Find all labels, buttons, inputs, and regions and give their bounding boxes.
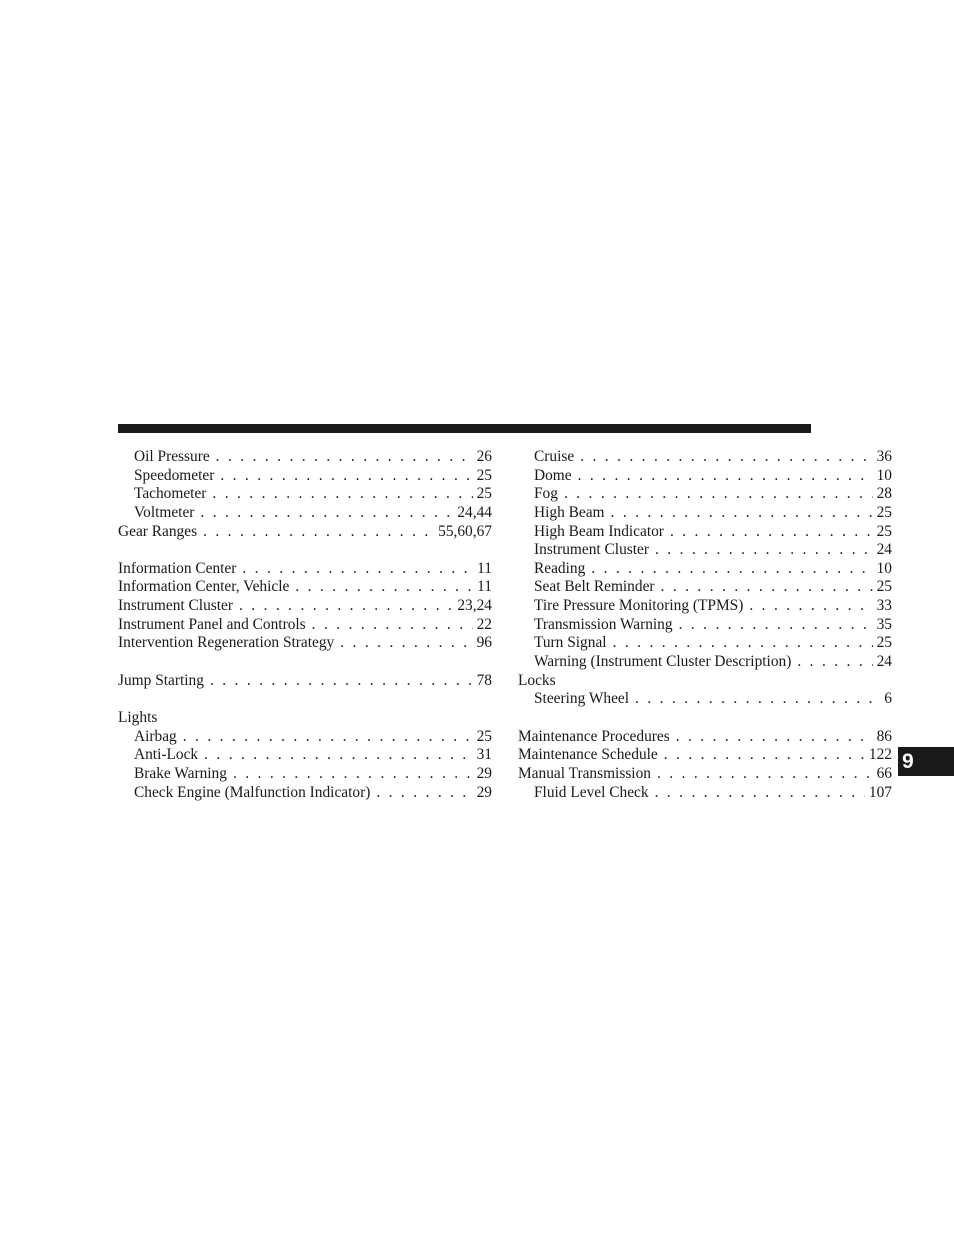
index-column-right [518, 448, 892, 802]
dot-leader [670, 523, 873, 542]
entry-page-number: 11 [477, 578, 492, 596]
dot-leader [203, 523, 434, 542]
entry-page-number: 86 [876, 727, 892, 745]
entry-label: Fluid Level Check [534, 783, 649, 801]
dot-leader [200, 504, 453, 523]
entry-label: Check Engine (Malfunction Indicator) [134, 783, 371, 801]
spacer [118, 541, 492, 560]
index-entry [518, 467, 892, 486]
dot-leader [376, 784, 472, 803]
index-entry [118, 448, 492, 467]
index-entry [118, 560, 492, 579]
entry-page-number: 78 [476, 671, 492, 689]
entry-page-number: 26 [476, 448, 492, 465]
index-entry [118, 523, 492, 542]
index-heading [518, 672, 892, 691]
spacer [118, 690, 492, 709]
entry-label: Warning (Instrument Cluster Description) [534, 653, 792, 671]
entry-label: Maintenance Schedule [518, 746, 658, 764]
entry-page-number: 25 [876, 522, 892, 540]
index-entry [518, 616, 892, 635]
entry-page-number: 29 [476, 783, 492, 801]
index-entry [518, 597, 892, 616]
entry-label: Instrument Cluster [534, 541, 649, 559]
entry-page-number: 33 [876, 597, 892, 615]
dot-leader [210, 672, 473, 691]
entry-label: Gear Ranges [118, 522, 198, 540]
entry-label: Brake Warning [134, 764, 227, 782]
dot-leader [239, 597, 453, 616]
entry-page-number: 28 [876, 485, 892, 503]
dot-leader [220, 467, 472, 486]
entry-label: Reading [534, 559, 586, 577]
entry-label: Instrument Panel and Controls [118, 615, 306, 633]
index-entry [518, 784, 892, 803]
index-entry [118, 597, 492, 616]
dot-leader [580, 448, 872, 467]
index-entry [518, 765, 892, 784]
entry-page-number: 25 [476, 466, 492, 484]
dot-leader [183, 728, 473, 747]
index-entry [518, 653, 892, 672]
dot-leader [679, 616, 873, 635]
dot-leader [233, 765, 473, 784]
entry-label: Fog [534, 485, 558, 503]
entry-page-number: 11 [477, 559, 492, 577]
dot-leader [216, 448, 473, 467]
dot-leader [212, 485, 472, 504]
entry-page-number: 25 [876, 634, 892, 652]
index-entry [518, 578, 892, 597]
entry-label: Steering Wheel [534, 690, 630, 708]
entry-label: High Beam [534, 503, 605, 521]
entry-page-number: 24,44 [457, 503, 492, 521]
entry-page-number: 96 [476, 634, 492, 652]
entry-label: Intervention Regeneration Strategy [118, 634, 335, 652]
dot-leader [797, 653, 872, 672]
entry-page-number: 66 [876, 764, 892, 782]
entry-label: Turn Signal [534, 634, 607, 652]
entry-page-number: 36 [876, 448, 892, 465]
entry-label: Manual Transmission [518, 764, 651, 782]
index-entry [118, 765, 492, 784]
entry-label: Speedometer [134, 466, 215, 484]
entry-label: Dome [534, 466, 572, 484]
dot-leader [312, 616, 473, 635]
index-entry [118, 634, 492, 653]
index-entry [118, 467, 492, 486]
index-entry [118, 504, 492, 523]
dot-leader [664, 746, 865, 765]
dot-leader [204, 746, 472, 765]
entry-label: High Beam Indicator [534, 522, 664, 540]
index-entry [518, 634, 892, 653]
index-entry [518, 728, 892, 747]
dot-leader [635, 690, 880, 709]
index-column-left [118, 448, 492, 802]
dot-leader [591, 560, 872, 579]
entry-label: Jump Starting [118, 671, 204, 689]
entry-page-number: 10 [876, 559, 892, 577]
entry-page-number: 24 [876, 653, 892, 671]
dot-leader [295, 578, 473, 597]
entry-page-number: 25 [876, 578, 892, 596]
dot-leader [657, 765, 873, 784]
dot-leader [676, 728, 873, 747]
index-entry [518, 690, 892, 709]
index-entry [118, 672, 492, 691]
entry-label: Anti-Lock [134, 746, 199, 764]
dot-leader [661, 578, 873, 597]
entry-page-number: 29 [476, 764, 492, 782]
dot-leader [340, 634, 472, 653]
entry-page-number: 25 [876, 503, 892, 521]
entry-label: Voltmeter [134, 503, 195, 521]
index-entry [518, 541, 892, 560]
entry-label: Instrument Cluster [118, 597, 233, 615]
index-heading [118, 709, 492, 728]
entry-label: Information Center, Vehicle [118, 578, 290, 596]
entry-label: Tachometer [134, 485, 207, 503]
entry-label: Information Center [118, 559, 237, 577]
spacer [518, 709, 892, 728]
entry-label: Maintenance Procedures [518, 727, 670, 745]
entry-page-number: 6 [884, 690, 892, 708]
entry-label: Seat Belt Reminder [534, 578, 655, 596]
dot-leader [578, 467, 873, 486]
dot-leader [611, 504, 873, 523]
entry-label: Oil Pressure [134, 448, 210, 465]
index-entry [518, 485, 892, 504]
entry-label: Transmission Warning [534, 615, 673, 633]
spacer [118, 653, 492, 672]
index-entry [118, 485, 492, 504]
entry-page-number: 35 [876, 615, 892, 633]
dot-leader [655, 541, 873, 560]
index-entry [518, 504, 892, 523]
entry-page-number: 122 [868, 746, 892, 764]
entry-page-number: 31 [476, 746, 492, 764]
index-entry [118, 616, 492, 635]
index-entry [518, 746, 892, 765]
index-entry [118, 728, 492, 747]
entry-page-number: 23,24 [457, 597, 492, 615]
index-entry [118, 746, 492, 765]
index-entry [518, 448, 892, 467]
entry-page-number: 107 [868, 783, 892, 801]
header-rule [118, 424, 811, 433]
entry-page-number: 25 [476, 727, 492, 745]
index-entry [118, 578, 492, 597]
dot-leader [655, 784, 865, 803]
entry-page-number: 25 [476, 485, 492, 503]
section-tab [898, 747, 954, 776]
dot-leader [564, 485, 873, 504]
section-tab-number: 9 [902, 750, 914, 773]
entry-label: Tire Pressure Monitoring (TPMS) [534, 597, 744, 615]
entry-page-number: 24 [876, 541, 892, 559]
index-entry [518, 560, 892, 579]
dot-leader [749, 597, 872, 616]
index-entry [118, 784, 492, 803]
dot-leader [242, 560, 473, 579]
dot-leader [613, 634, 873, 653]
entry-page-number: 55,60,67 [438, 522, 492, 540]
entry-label: Lights [118, 708, 158, 726]
entry-label: Airbag [134, 727, 177, 745]
entry-page-number: 10 [876, 466, 892, 484]
entry-label: Locks [518, 671, 556, 689]
entry-label: Cruise [534, 448, 575, 465]
index-entry [518, 523, 892, 542]
entry-page-number: 22 [476, 615, 492, 633]
